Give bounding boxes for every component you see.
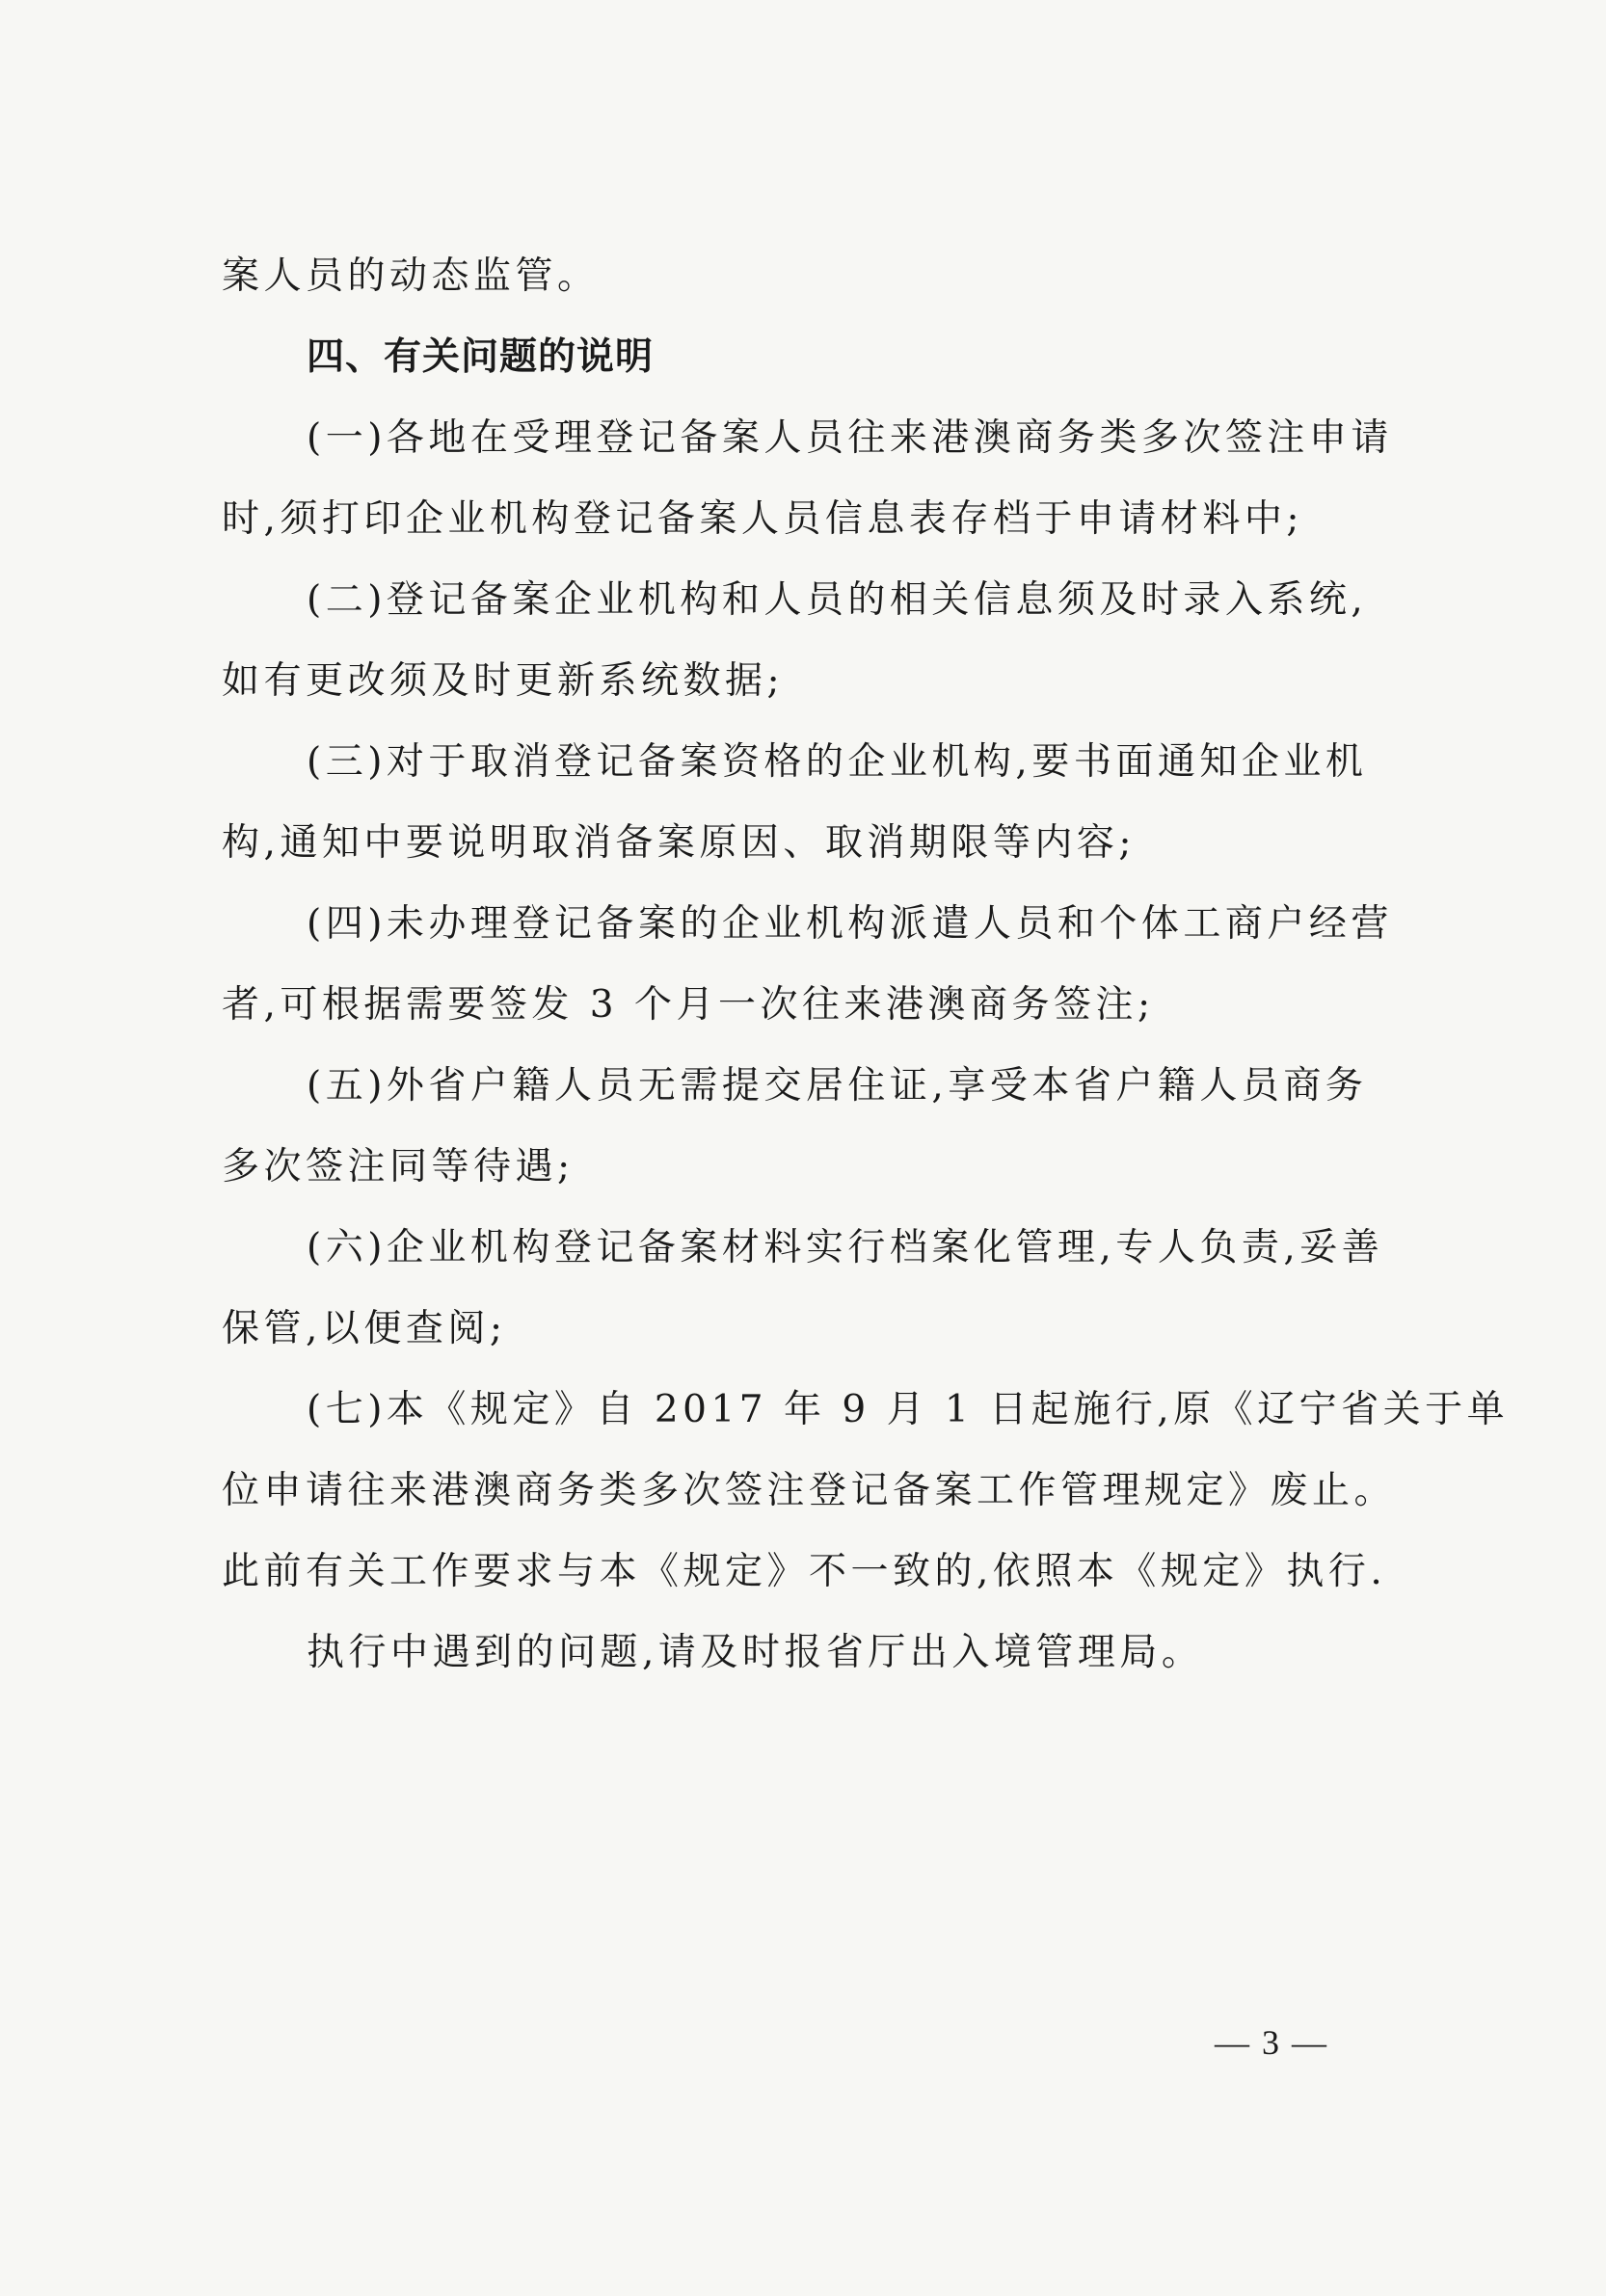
document-body (222, 236, 1510, 1694)
paragraph-line: 位申请往来港澳商务类多次签注登记备案工作管理规定》废止。 (222, 1469, 1397, 1512)
paragraph-line: (三)对于取消登记备案资格的企业机构,要书面通知企业机 (307, 740, 1368, 784)
paragraph-line: 多次签注同等待遇; (222, 1145, 575, 1188)
paragraph-line: (六)企业机构登记备案材料实行档案化管理,专人负责,妥善 (307, 1226, 1384, 1269)
paragraph-line: (一)各地在受理登记备案人员往来港澳商务类多次签注申请 (307, 416, 1393, 460)
paragraph-line: (七)本《规定》自 2017 年 9 月 1 日起施行,原《辽宁省关于单 (307, 1388, 1510, 1431)
paragraph-line: (五)外省户籍人员无需提交居住证,享受本省户籍人员商务 (307, 1064, 1368, 1108)
paragraph-line: 案人员的动态监管。 (222, 254, 600, 298)
section-heading: 四、有关问题的说明 (307, 335, 655, 379)
paragraph-line: 时,须打印企业机构登记备案人员信息表存档于申请材料中; (222, 497, 1304, 541)
paragraph-line: 者,可根据需要签发 3 个月一次往来港澳商务签注; (222, 983, 1155, 1027)
paragraph-line: 执行中遇到的问题,请及时报省厅出入境管理局。 (307, 1631, 1204, 1674)
paragraph-line: 构,通知中要说明取消备案原因、取消期限等内容; (222, 821, 1137, 865)
paragraph-line: 如有更改须及时更新系统数据; (222, 659, 785, 703)
paragraph-line: 保管,以便查阅; (222, 1307, 507, 1350)
page-number: — 3 — (1215, 2023, 1328, 2062)
paragraph-line: (四)未办理登记备案的企业机构派遣人员和个体工商户经营 (307, 902, 1393, 946)
paragraph-line: 此前有关工作要求与本《规定》不一致的,依照本《规定》执行. (222, 1550, 1387, 1593)
paragraph-line: (二)登记备案企业机构和人员的相关信息须及时录入系统, (307, 578, 1368, 622)
